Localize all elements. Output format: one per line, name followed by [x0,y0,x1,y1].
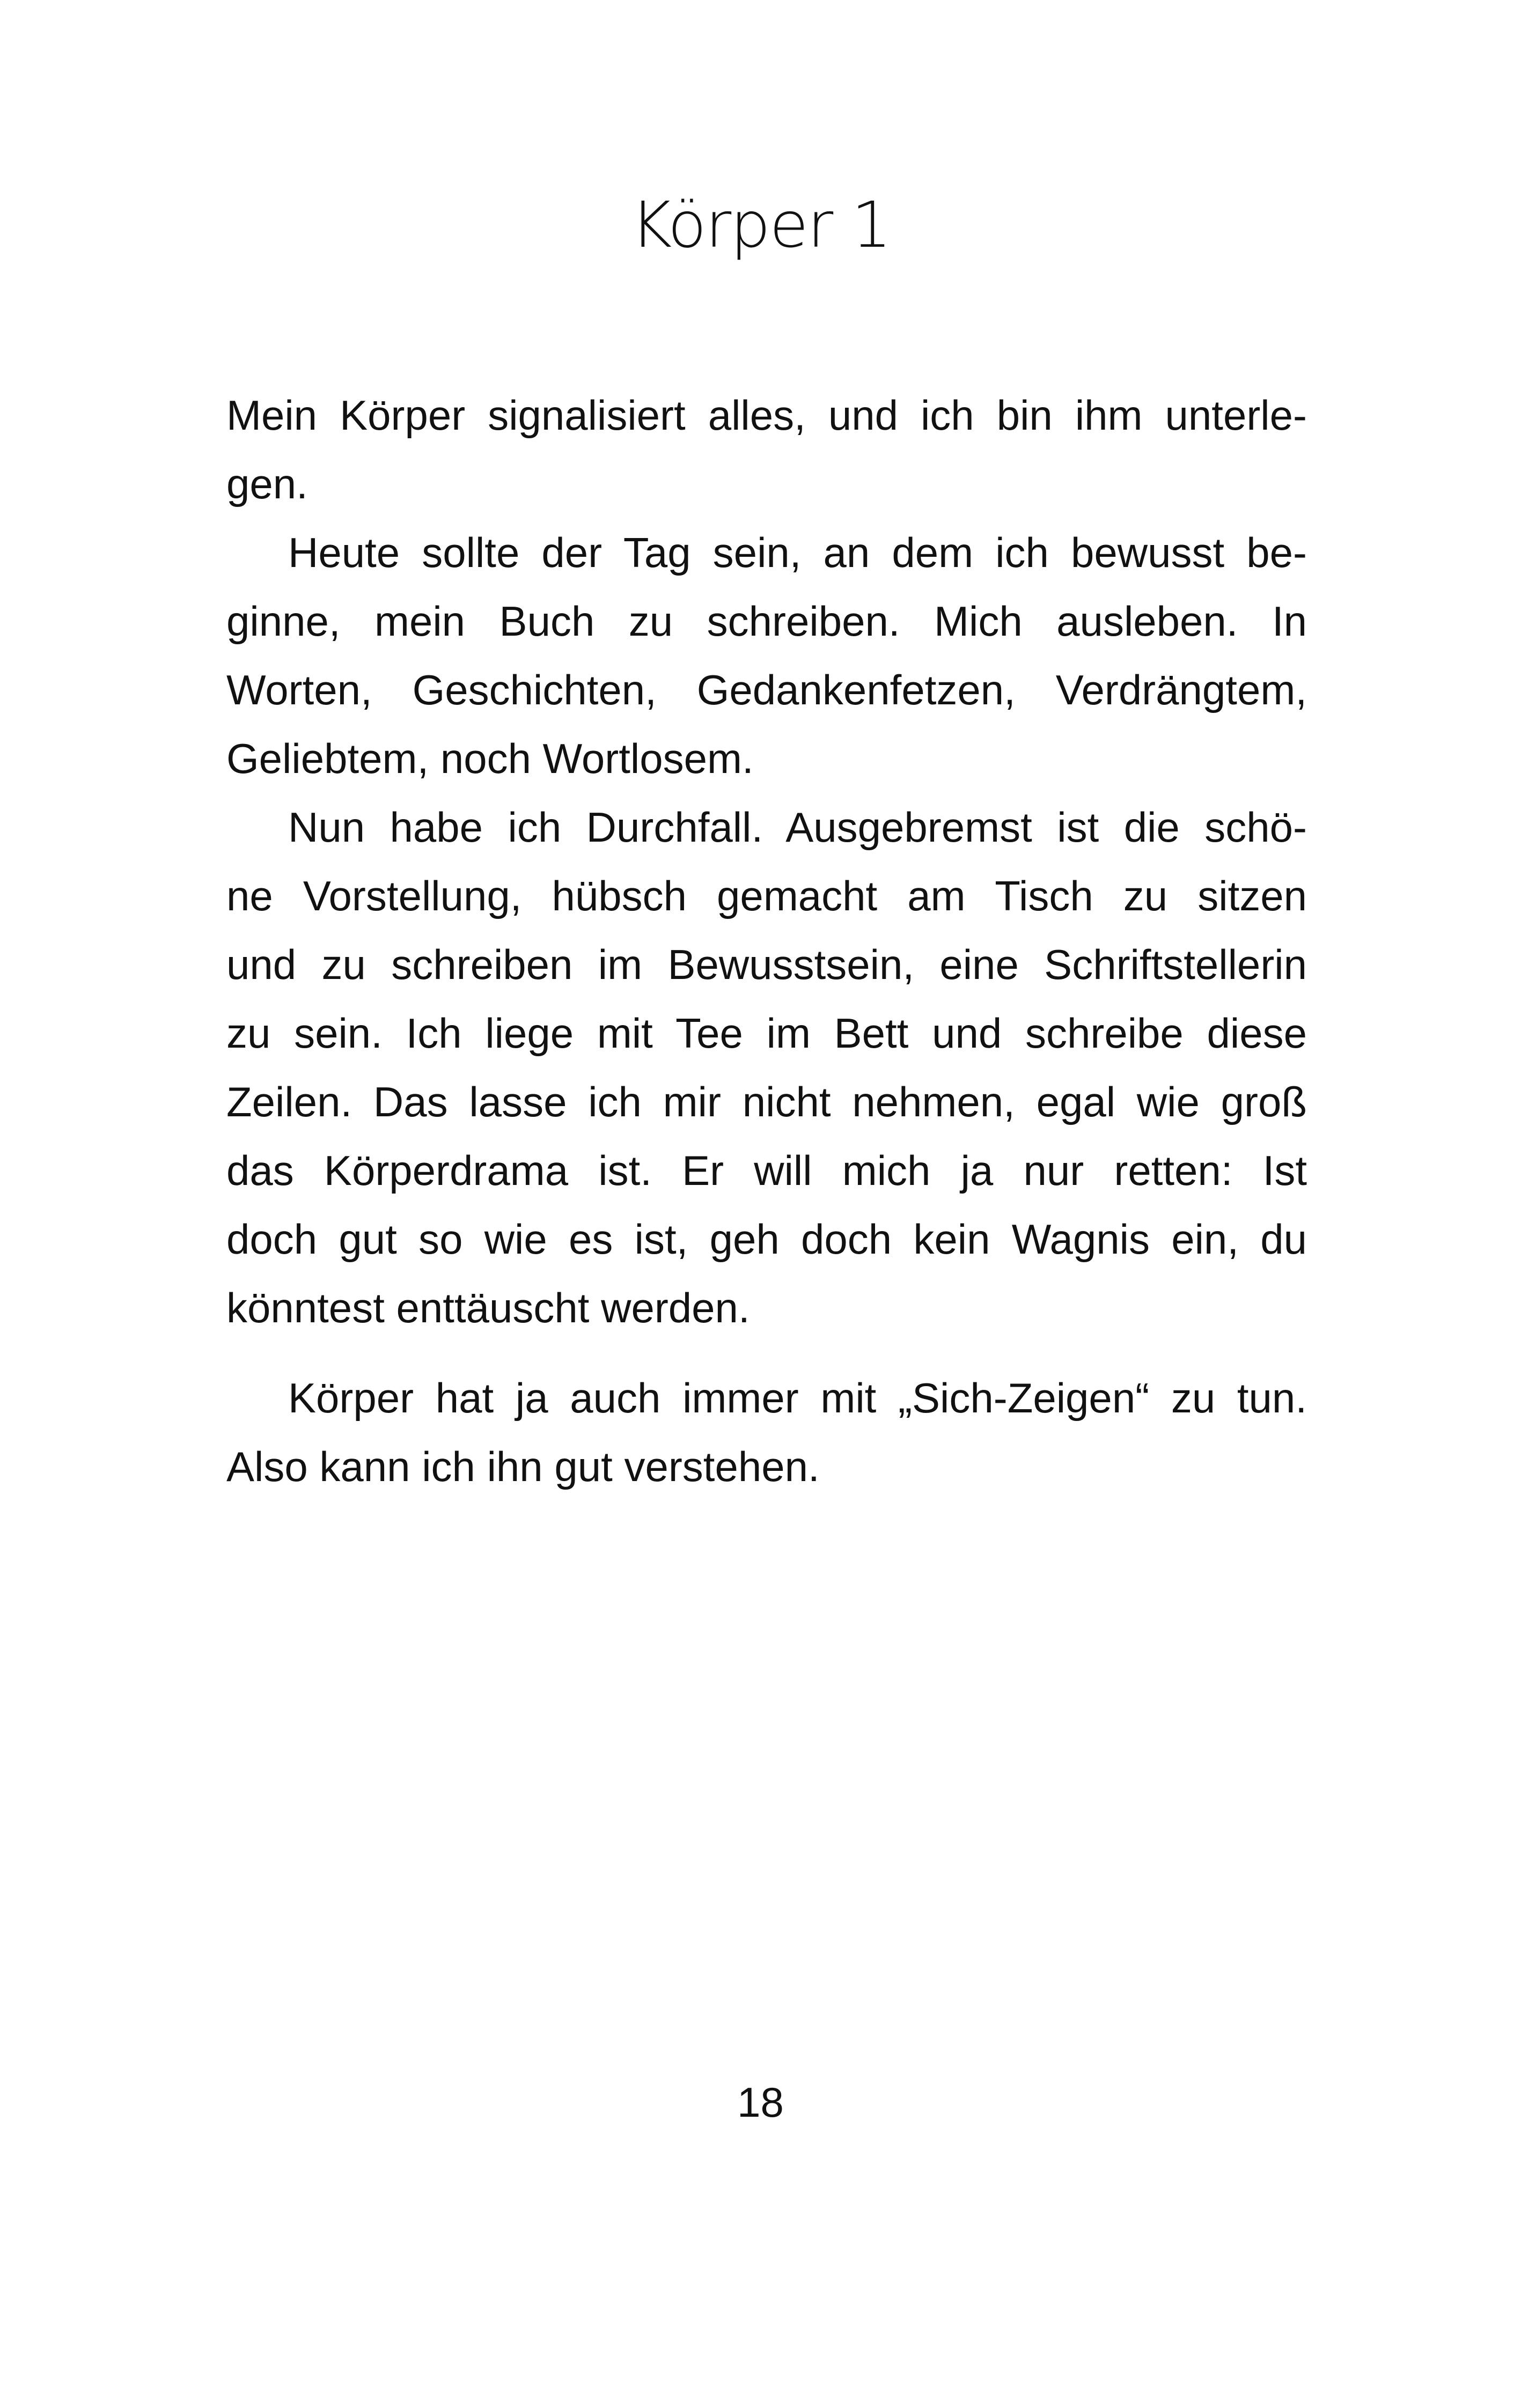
text-line: doch gut so wie es ist, geh doch kein Wagnis ein, du [226,1216,1307,1263]
chapter-title: Körper 1 [630,188,891,262]
text-line: könntest enttäuscht werden. [226,1284,750,1331]
text-line: gen. [226,460,308,507]
paragraph-4 [226,1364,1307,1501]
text-line: Zeilen. Das lasse ich mir nicht nehmen, egal wie groß [226,1078,1307,1125]
text-line: Also kann ich ihn gut verstehen. [226,1443,820,1490]
text-line: Körper hat ja auch immer mit „Sich-Zeigen“ zu tun. [288,1374,1307,1422]
paragraph-2 [226,518,1307,793]
text-line: ne Vorstellung, hübsch gemacht am Tisch zu sitzen [226,872,1307,919]
text-line: Heute sollte der Tag sein, an dem ich bewusst be- [288,529,1307,576]
paragraph-3 [226,793,1307,1342]
text-line: zu sein. Ich liege mit Tee im Bett und schreibe diese [226,1010,1307,1057]
paragraph-1 [226,381,1307,518]
body-text [226,381,1307,1501]
text-line: das Körperdrama ist. Er will mich ja nur retten: Ist [226,1147,1307,1194]
text-line: Nun habe ich Durchfall. Ausgebremst ist die schö- [288,804,1307,851]
text-line: Geliebtem, noch Wortlosem. [226,735,754,782]
text-line: ginne, mein Buch zu schreiben. Mich ausleben. In [226,598,1307,645]
page-number: 18 [737,2079,784,2126]
text-line: und zu schreiben im Bewusstsein, eine Schriftstellerin [226,941,1307,988]
text-line: Worten, Geschichten, Gedankenfetzen, Verdrängtem, [226,666,1307,713]
text-line: Mein Körper signalisiert alles, und ich bin ihm unterle- [226,392,1307,439]
